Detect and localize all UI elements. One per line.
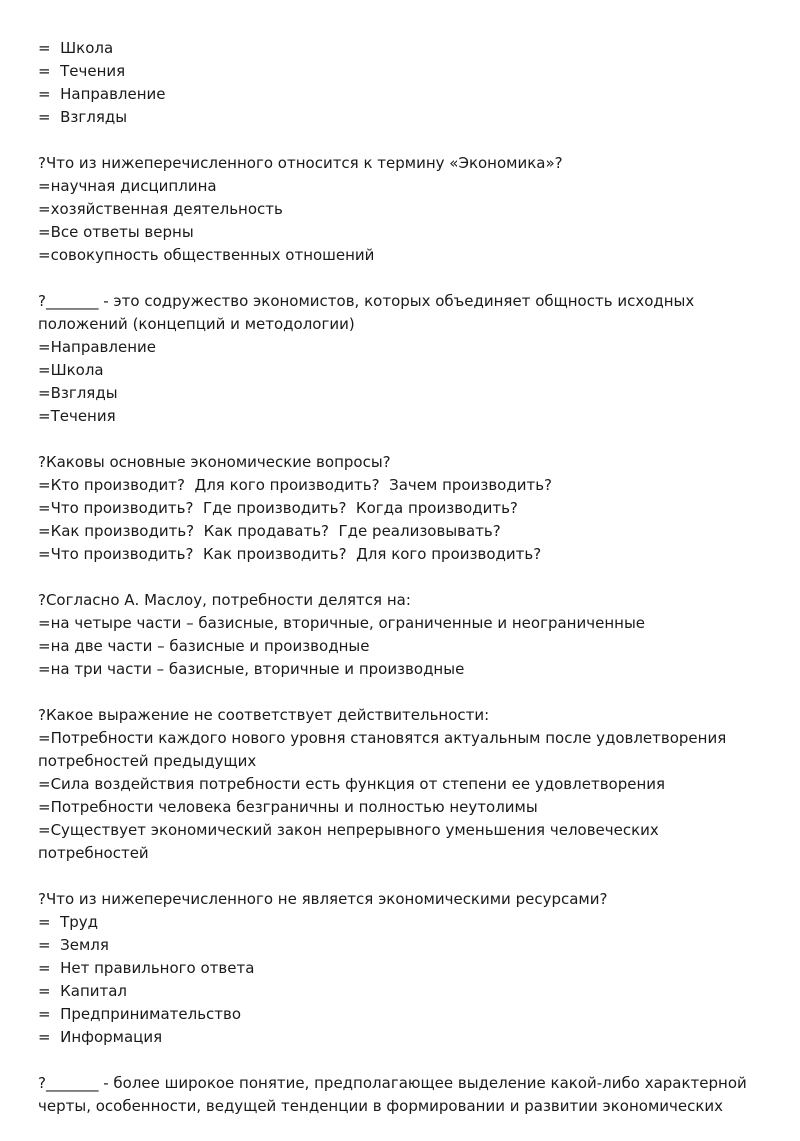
answer-option: = Земля	[38, 936, 109, 954]
answer-option: = Капитал	[38, 982, 128, 1000]
answer-option: =Что производить? Как производить? Для кого производить?	[38, 545, 542, 563]
answer-option: = Взгляды	[38, 108, 128, 126]
question-block	[38, 888, 768, 1049]
answer-option: =Существует экономический закон непрерывного уменьшения человеческих потребностей	[38, 821, 664, 862]
answer-option: =совокупность общественных отношений	[38, 246, 375, 264]
question-text: ?_______ - более широкое понятие, предполагающее выделение какой-либо характерной черты, особенности, ведущей тенденции в формировании и развитии экономических	[38, 1074, 752, 1115]
answer-option: = Предпринимательство	[38, 1005, 242, 1023]
answer-option: =Как производить? Как продавать? Где реализовывать?	[38, 522, 501, 540]
question-block	[38, 589, 768, 681]
answer-option: =Все ответы верны	[38, 223, 194, 241]
answer-option: =Школа	[38, 361, 104, 379]
question-block	[38, 704, 768, 865]
answer-option: =хозяйственная деятельность	[38, 200, 283, 218]
question-text: ?Что из нижеперечисленного относится к термину «Экономика»?	[38, 154, 563, 172]
question-block	[38, 37, 768, 129]
answer-option: =научная дисциплина	[38, 177, 217, 195]
question-text: ?Какое выражение не соответствует действительности:	[38, 706, 490, 724]
answer-option: =Что производить? Где производить? Когда производить?	[38, 499, 518, 517]
answer-option: =на две части – базисные и производные	[38, 637, 370, 655]
answer-option: =Кто производит? Для кого производить? Зачем производить?	[38, 476, 552, 494]
answer-option: =Течения	[38, 407, 116, 425]
question-text: ?Что из нижеперечисленного не является экономическими ресурсами?	[38, 890, 608, 908]
answer-option: =на четыре части – базисные, вторичные, ограниченные и неограниченные	[38, 614, 646, 632]
answer-option: =Направление	[38, 338, 157, 356]
question-text: ?Согласно А. Маслоу, потребности делятся на:	[38, 591, 411, 609]
answer-option: = Информация	[38, 1028, 163, 1046]
answer-option: = Школа	[38, 39, 114, 57]
answer-option: =Сила воздействия потребности есть функция от степени ее удовлетворения	[38, 775, 666, 793]
answer-option: = Труд	[38, 913, 99, 931]
answer-option: =Взгляды	[38, 384, 118, 402]
answer-option: =на три части – базисные, вторичные и производные	[38, 660, 465, 678]
answer-option: = Направление	[38, 85, 166, 103]
question-block	[38, 451, 768, 566]
question-text: ?_______ - это содружество экономистов, которых объединяет общность исходных положений (концепций и методологии)	[38, 292, 700, 333]
question-block	[38, 152, 768, 267]
answer-option: = Нет правильного ответа	[38, 959, 255, 977]
question-block	[38, 290, 768, 428]
document-page	[38, 37, 768, 1141]
answer-option: =Потребности каждого нового уровня становятся актуальным после удовлетворения потребностей предыдущих	[38, 729, 732, 770]
question-block	[38, 1072, 768, 1118]
question-text: ?Каковы основные экономические вопросы?	[38, 453, 391, 471]
answer-option: =Потребности человека безграничны и полностью неутолимы	[38, 798, 538, 816]
answer-option: = Течения	[38, 62, 126, 80]
